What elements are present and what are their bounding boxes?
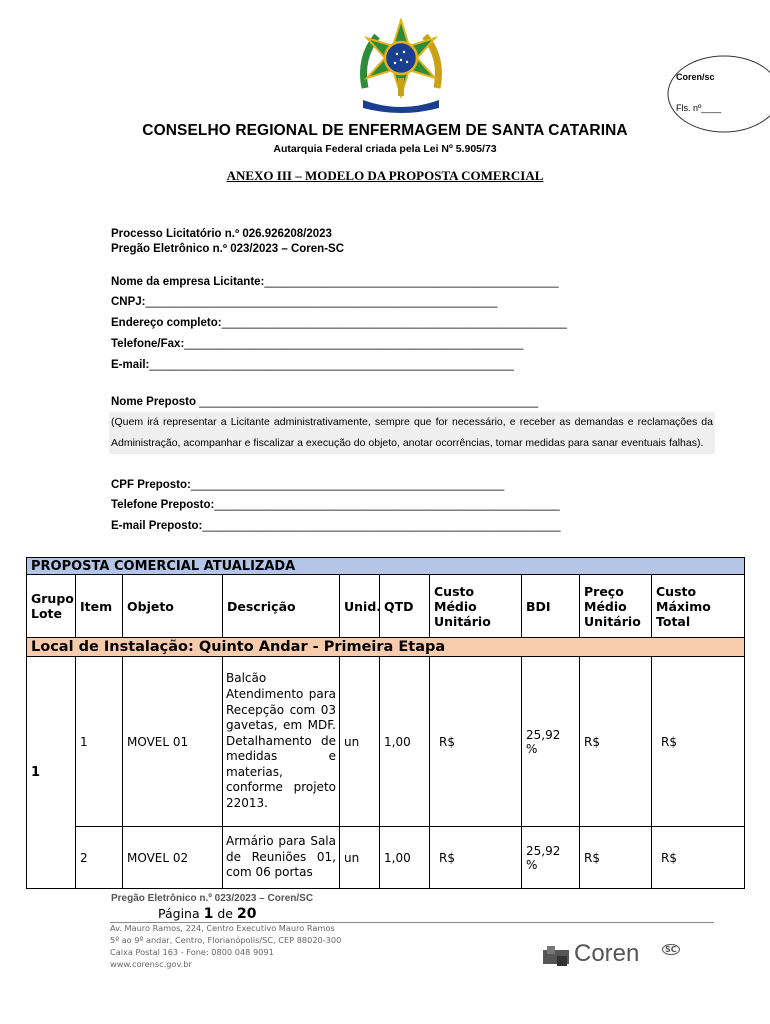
footer-address-3: Caixa Postal 163 - Fone: 0800 048 9091: [110, 947, 274, 957]
col-header-custo: Custo Médio Unitário: [430, 575, 522, 638]
custo-cell: R$: [430, 827, 522, 889]
col-header-preco: Preço Médio Unitário: [580, 575, 652, 638]
custo-cell: R$: [430, 657, 522, 827]
page-number: Página 1 de 20: [158, 906, 257, 922]
total-cell: R$: [652, 827, 745, 889]
unid-cell: un: [340, 657, 380, 827]
col-header-descricao: Descrição: [223, 575, 340, 638]
annex-title: ANEXO III – MODELO DA PROPOSTA COMERCIAL: [226, 168, 544, 183]
council-title: CONSELHO REGIONAL DE ENFERMAGEM DE SANTA CATARINA: [142, 122, 628, 139]
field-telefone-preposto: Telefone Preposto:______________________________________________________: [111, 499, 560, 511]
objeto-cell: MOVEL 02: [123, 827, 223, 889]
field-email-preposto: E-mail Preposto:________________________________________________________: [111, 520, 561, 532]
item-cell: 1: [76, 657, 123, 827]
col-header-objeto: Objeto: [123, 575, 223, 638]
proposal-table: [26, 557, 745, 889]
field-email: E-mail:_________________________________________________________: [111, 359, 514, 371]
stamp-org: Coren/sc: [676, 72, 715, 82]
footer-address-2: 5º ao 9º andar, Centro, Florianópolis/SC, CEP 88020-300: [110, 935, 342, 945]
field-nome-preposto: Nome Preposto _____________________________________________________: [111, 396, 539, 408]
preco-cell: R$: [580, 827, 652, 889]
coren-logo-icon: [542, 946, 570, 968]
stamp-page-number: Fls. nº____: [676, 103, 722, 113]
bdi-cell: 25,92 %: [522, 827, 580, 889]
autarquia-subtitle: Autarquia Federal criada pela Lei Nº 5.905/73: [273, 143, 497, 155]
unid-cell: un: [340, 827, 380, 889]
field-endereco: Endereço completo:______________________________________________________: [111, 317, 567, 329]
objeto-cell: MOVEL 01: [123, 657, 223, 827]
table-title: PROPOSTA COMERCIAL ATUALIZADA: [27, 558, 745, 575]
item-cell: 2: [76, 827, 123, 889]
col-header-item: Item: [76, 575, 123, 638]
qtd-cell: 1,00: [380, 657, 430, 827]
footer-pregao: Pregão Eletrônico n.º 023/2023 – Coren/SC: [111, 893, 314, 904]
col-header-unid: Unid.: [340, 575, 380, 638]
field-telefone: Telefone/Fax:_____________________________________________________: [111, 338, 524, 350]
coren-logo-text: Coren: [574, 940, 640, 967]
field-cnpj: CNPJ:_______________________________________________________: [111, 296, 498, 308]
table-row: [27, 827, 745, 889]
col-header-bdi: BDI: [522, 575, 580, 638]
descricao-cell: Armário para Sala de Reuniões 01, com 06 portas: [223, 827, 340, 889]
footer-address-1: Av. Mauro Ramos, 224, Centro Executivo Mauro Ramos: [110, 923, 335, 933]
group-cell: 1: [27, 657, 76, 889]
table-row: [27, 657, 745, 827]
pregao-eletronico: Pregão Eletrônico n.º 023/2023 – Coren-SC: [111, 243, 345, 255]
preposto-note: (Quem irá representar a Licitante administrativamente, sempre que for necessário, e receber as demandas e reclamações da Administração, acompanhar e fiscalizar a execução do objeto, anotar ocorrências, tomar medidas para sanar eventuais falhas).: [109, 412, 715, 454]
total-cell: R$: [652, 657, 745, 827]
processo-licitatorio: Processo Licitatório n.º 026.926208/2023: [111, 228, 332, 240]
coren-logo: [542, 942, 684, 972]
coren-logo-sc: SC: [662, 944, 680, 955]
descricao-cell: Balcão Atendimento para Recepção com 03 gavetas, em MDF. Detalhamento de medidas e materias, conforme projeto 22013.: [223, 657, 340, 827]
bdi-cell: 25,92 %: [522, 657, 580, 827]
preco-cell: R$: [580, 657, 652, 827]
field-empresa: Nome da empresa Licitante:______________________________________________: [111, 276, 559, 288]
footer-website: www.corensc.gov.br: [110, 959, 192, 969]
field-cpf-preposto: CPF Preposto:_________________________________________________: [111, 479, 505, 491]
location-row: Local de Instalação: Quinto Andar - Primeira Etapa: [27, 638, 745, 657]
brazil-coat-of-arms-icon: [355, 18, 447, 118]
qtd-cell: 1,00: [380, 827, 430, 889]
col-header-total: Custo Máximo Total: [652, 575, 745, 638]
col-header-grupo: Grupo Lote: [27, 575, 76, 638]
col-header-qtd: QTD: [380, 575, 430, 638]
